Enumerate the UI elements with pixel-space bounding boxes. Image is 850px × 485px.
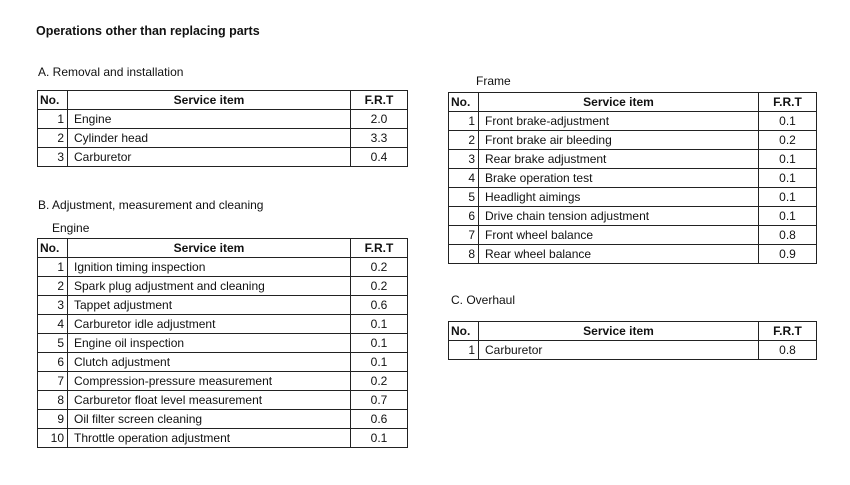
- frt-value: 0.9: [759, 245, 817, 264]
- header-frt: F.R.T: [351, 239, 408, 258]
- row-number: 9: [38, 410, 68, 429]
- row-number: 2: [38, 129, 68, 148]
- service-item-cell: Cylinder head: [68, 129, 351, 148]
- frt-value: 2.0: [351, 110, 408, 129]
- service-item-cell: Spark plug adjustment and cleaning: [68, 277, 351, 296]
- service-item-cell: Carburetor idle adjustment: [68, 315, 351, 334]
- frt-value: 0.6: [351, 410, 408, 429]
- frt-value: 0.6: [351, 296, 408, 315]
- frt-value: 0.1: [351, 429, 408, 448]
- frt-value: 0.1: [351, 334, 408, 353]
- engine-label: Engine: [52, 221, 90, 235]
- header-frt: F.R.T: [759, 322, 817, 341]
- row-number: 3: [38, 148, 68, 167]
- row-number: 6: [449, 207, 479, 226]
- service-item-cell: Engine: [68, 110, 351, 129]
- table-row: [38, 110, 408, 129]
- table-row: [449, 341, 817, 360]
- section-a-label: A. Removal and installation: [38, 65, 184, 79]
- table-row: [38, 334, 408, 353]
- section-c-label: C. Overhaul: [451, 293, 516, 307]
- row-number: 2: [449, 131, 479, 150]
- service-item-cell: Front wheel balance: [479, 226, 759, 245]
- table-row: [38, 429, 408, 448]
- table-row: [38, 277, 408, 296]
- table-row: [449, 245, 817, 264]
- header-no: No.: [38, 239, 68, 258]
- frt-value: 0.2: [759, 131, 817, 150]
- header-service-item: Service item: [68, 91, 351, 110]
- frame-label: Frame: [476, 74, 511, 88]
- frt-value: 0.2: [351, 277, 408, 296]
- row-number: 10: [38, 429, 68, 448]
- table-row: [449, 112, 817, 131]
- row-number: 7: [38, 372, 68, 391]
- service-item-cell: Throttle operation adjustment: [68, 429, 351, 448]
- table-header-row: [449, 322, 817, 341]
- row-number: 3: [449, 150, 479, 169]
- table-row: [449, 226, 817, 245]
- table-row: [38, 129, 408, 148]
- header-service-item: Service item: [68, 239, 351, 258]
- header-no: No.: [38, 91, 68, 110]
- row-number: 4: [449, 169, 479, 188]
- frt-value: 3.3: [351, 129, 408, 148]
- table-header-row: [38, 91, 408, 110]
- header-frt: F.R.T: [351, 91, 408, 110]
- service-item-cell: Tappet adjustment: [68, 296, 351, 315]
- service-item-cell: Carburetor: [68, 148, 351, 167]
- table-row: [38, 391, 408, 410]
- row-number: 8: [38, 391, 68, 410]
- table-row: [38, 258, 408, 277]
- row-number: 5: [38, 334, 68, 353]
- frame-table: [448, 92, 817, 264]
- service-item-cell: Headlight aimings: [479, 188, 759, 207]
- frt-value: 0.8: [759, 226, 817, 245]
- frt-value: 0.4: [351, 148, 408, 167]
- table-row: [449, 188, 817, 207]
- frt-value: 0.1: [759, 207, 817, 226]
- header-no: No.: [449, 322, 479, 341]
- row-number: 8: [449, 245, 479, 264]
- service-item-cell: Clutch adjustment: [68, 353, 351, 372]
- table-row: [38, 315, 408, 334]
- removal-installation-table: [37, 90, 408, 167]
- table-row: [38, 296, 408, 315]
- service-item-cell: Ignition timing inspection: [68, 258, 351, 277]
- row-number: 7: [449, 226, 479, 245]
- frt-value: 0.1: [759, 169, 817, 188]
- header-service-item: Service item: [479, 93, 759, 112]
- service-item-cell: Rear brake adjustment: [479, 150, 759, 169]
- service-item-cell: Rear wheel balance: [479, 245, 759, 264]
- page-title: Operations other than replacing parts: [36, 24, 260, 38]
- row-number: 2: [38, 277, 68, 296]
- service-item-cell: Oil filter screen cleaning: [68, 410, 351, 429]
- row-number: 1: [449, 341, 479, 360]
- frt-value: 0.7: [351, 391, 408, 410]
- row-number: 1: [449, 112, 479, 131]
- frt-value: 0.1: [759, 188, 817, 207]
- table-header-row: [38, 239, 408, 258]
- row-number: 3: [38, 296, 68, 315]
- header-frt: F.R.T: [759, 93, 817, 112]
- row-number: 4: [38, 315, 68, 334]
- header-no: No.: [449, 93, 479, 112]
- frt-value: 0.2: [351, 372, 408, 391]
- table-row: [38, 372, 408, 391]
- service-item-cell: Engine oil inspection: [68, 334, 351, 353]
- table-row: [38, 353, 408, 372]
- row-number: 5: [449, 188, 479, 207]
- section-b-label: B. Adjustment, measurement and cleaning: [38, 198, 264, 212]
- service-item-cell: Compression-pressure measurement: [68, 372, 351, 391]
- table-header-row: [449, 93, 817, 112]
- header-service-item: Service item: [479, 322, 759, 341]
- service-item-cell: Carburetor: [479, 341, 759, 360]
- table-row: [449, 169, 817, 188]
- frt-value: 0.8: [759, 341, 817, 360]
- table-row: [38, 148, 408, 167]
- table-row: [449, 150, 817, 169]
- frt-value: 0.1: [351, 315, 408, 334]
- service-item-cell: Brake operation test: [479, 169, 759, 188]
- table-row: [449, 207, 817, 226]
- overhaul-table: [448, 321, 817, 360]
- row-number: 1: [38, 110, 68, 129]
- frt-value: 0.2: [351, 258, 408, 277]
- table-row: [449, 131, 817, 150]
- engine-table: [37, 238, 408, 448]
- table-row: [38, 410, 408, 429]
- service-item-cell: Carburetor float level measurement: [68, 391, 351, 410]
- row-number: 1: [38, 258, 68, 277]
- service-item-cell: Front brake air bleeding: [479, 131, 759, 150]
- service-item-cell: Drive chain tension adjustment: [479, 207, 759, 226]
- row-number: 6: [38, 353, 68, 372]
- frt-value: 0.1: [759, 112, 817, 131]
- frt-value: 0.1: [759, 150, 817, 169]
- frt-value: 0.1: [351, 353, 408, 372]
- service-item-cell: Front brake-adjustment: [479, 112, 759, 131]
